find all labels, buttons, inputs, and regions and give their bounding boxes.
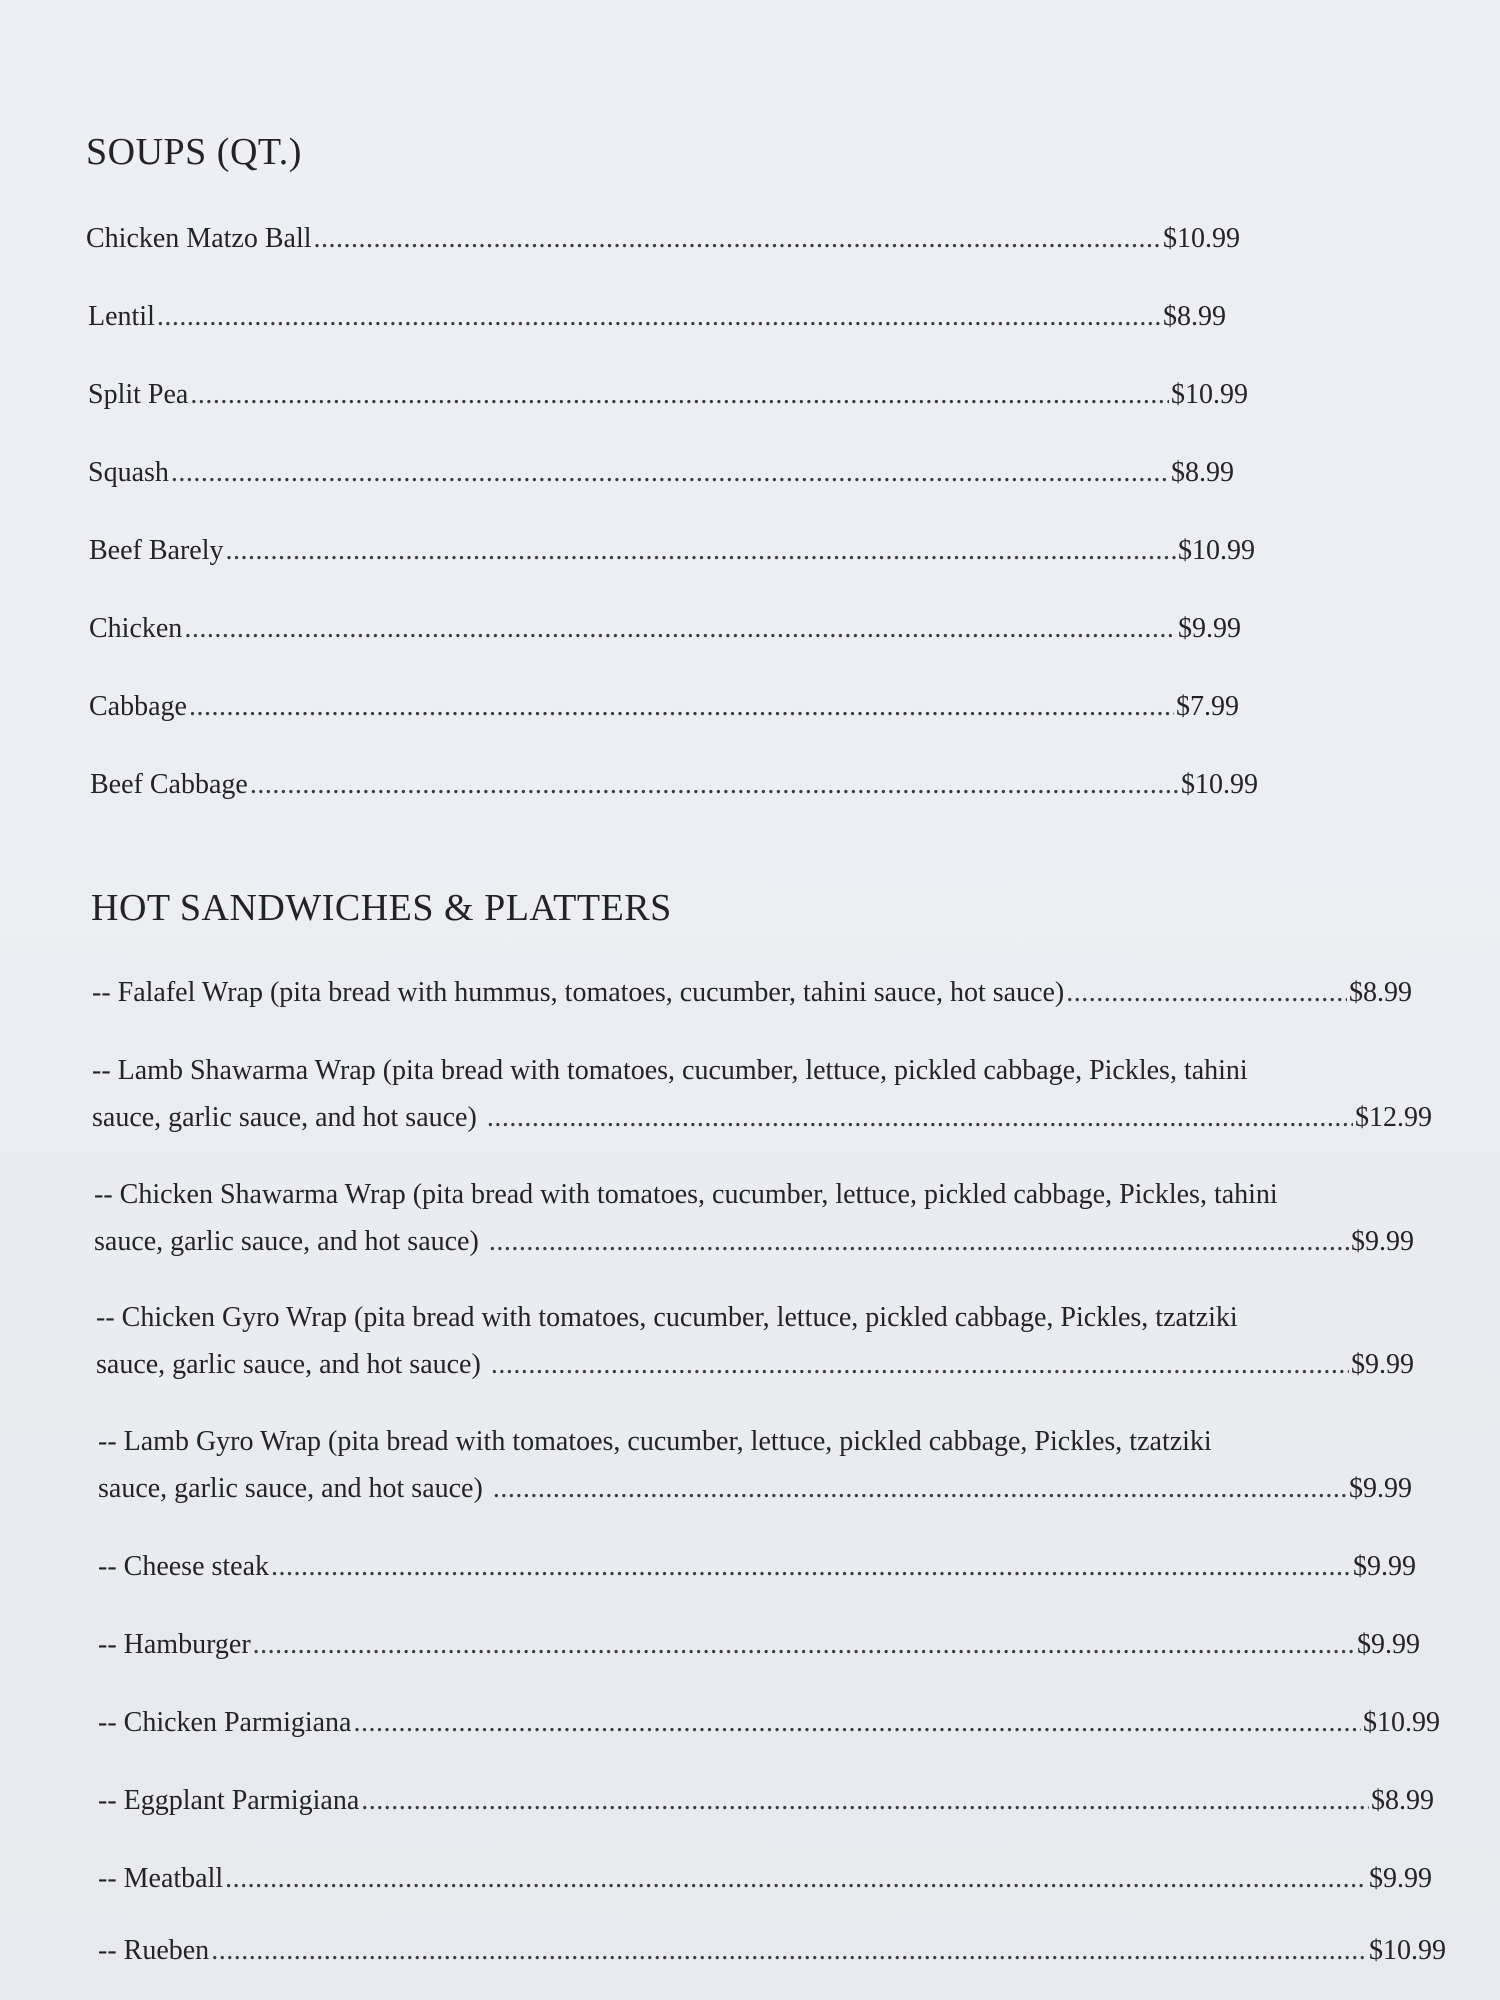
item-name: Split Pea	[88, 379, 189, 410]
item-name: Chicken Matzo Ball	[86, 223, 312, 254]
item-price: $8.99	[1371, 1785, 1434, 1816]
dot-leader	[184, 612, 1176, 646]
item-price: $9.99	[1351, 1226, 1414, 1257]
item-price: $9.99	[1357, 1629, 1420, 1660]
menu-item-row	[88, 378, 1248, 412]
item-name: -- Meatball	[98, 1863, 224, 1894]
hot-sandwiches-section-title: HOT SANDWICHES & PLATTERS	[91, 887, 672, 929]
item-name: Beef Cabbage	[90, 769, 248, 800]
item-description-cont: sauce, garlic sauce, and hot sauce)	[98, 1473, 483, 1504]
item-description: -- Chicken Shawarma Wrap (pita bread with tomatoes, cucumber, lettuce, pickled cabbage, Pickles, tahini	[94, 1179, 1278, 1210]
dot-leader	[487, 1094, 1353, 1141]
menu-item-multiline	[92, 1047, 1432, 1141]
menu-item-row	[88, 300, 1226, 334]
menu-item-row	[88, 456, 1234, 490]
dot-leader	[189, 690, 1174, 724]
dot-leader	[250, 768, 1179, 802]
dot-leader	[1066, 976, 1347, 1010]
item-price: $9.99	[1349, 1473, 1412, 1504]
item-name: -- Cheese steak	[98, 1551, 270, 1582]
item-name: -- Falafel Wrap (pita bread with hummus, tomatoes, cucumber, tahini sauce, hot sauce)	[92, 977, 1065, 1008]
menu-item-row	[90, 768, 1258, 802]
dot-leader	[190, 378, 1169, 412]
item-name: Lentil	[88, 301, 155, 332]
dot-leader	[271, 1550, 1351, 1584]
menu-item-row	[89, 534, 1255, 568]
dot-leader	[493, 1465, 1347, 1512]
item-name: -- Eggplant Parmigiana	[98, 1785, 360, 1816]
menu-item-row	[98, 1550, 1416, 1584]
item-description-cont: sauce, garlic sauce, and hot sauce)	[94, 1226, 479, 1257]
dot-leader	[491, 1341, 1349, 1388]
soups-section-title: SOUPS (QT.)	[86, 131, 302, 173]
item-name: Chicken	[89, 613, 183, 644]
item-name: -- Rueben	[98, 1935, 210, 1966]
menu-item-multiline	[98, 1418, 1412, 1512]
item-description-cont: sauce, garlic sauce, and hot sauce)	[96, 1349, 481, 1380]
menu-item-row	[98, 1706, 1440, 1740]
item-name: Squash	[88, 457, 169, 488]
item-price: $7.99	[1176, 691, 1239, 722]
dot-leader	[211, 1934, 1367, 1968]
menu-item-row	[98, 1628, 1420, 1662]
menu-item-row	[98, 1784, 1434, 1818]
item-price: $12.99	[1355, 1102, 1432, 1133]
item-price: $10.99	[1369, 1935, 1446, 1966]
item-price: $9.99	[1351, 1349, 1414, 1380]
item-price: $10.99	[1178, 535, 1255, 566]
menu-item-row	[92, 976, 1412, 1010]
dot-leader	[361, 1784, 1369, 1818]
item-price: $9.99	[1178, 613, 1241, 644]
menu-item-row	[89, 690, 1239, 724]
menu-item-row	[86, 222, 1240, 256]
dot-leader	[353, 1706, 1361, 1740]
item-description: -- Lamb Gyro Wrap (pita bread with tomatoes, cucumber, lettuce, pickled cabbage, Pickles, tzatziki	[98, 1426, 1212, 1457]
menu-item-row	[89, 612, 1241, 646]
item-name: Beef Barely	[89, 535, 224, 566]
item-price: $8.99	[1171, 457, 1234, 488]
menu-item-row	[98, 1934, 1446, 1968]
dot-leader	[225, 1862, 1367, 1896]
item-price: $9.99	[1369, 1863, 1432, 1894]
item-price: $10.99	[1363, 1707, 1440, 1738]
item-price: $8.99	[1163, 301, 1226, 332]
item-description: -- Lamb Shawarma Wrap (pita bread with tomatoes, cucumber, lettuce, pickled cabbage, Pickles, tahini	[92, 1055, 1248, 1086]
item-description: -- Chicken Gyro Wrap (pita bread with tomatoes, cucumber, lettuce, pickled cabbage, Pickles, tzatziki	[96, 1302, 1238, 1333]
item-name: Cabbage	[89, 691, 187, 722]
item-name: -- Chicken Parmigiana	[98, 1707, 352, 1738]
menu-item-row	[98, 1862, 1432, 1896]
item-price: $10.99	[1171, 379, 1248, 410]
menu-item-multiline	[94, 1171, 1414, 1265]
dot-leader	[157, 300, 1161, 334]
item-price: $9.99	[1353, 1551, 1416, 1582]
menu-item-multiline	[96, 1294, 1414, 1388]
dot-leader	[171, 456, 1169, 490]
item-description-cont: sauce, garlic sauce, and hot sauce)	[92, 1102, 477, 1133]
item-name: -- Hamburger	[98, 1629, 251, 1660]
dot-leader	[314, 222, 1161, 256]
dot-leader	[253, 1628, 1355, 1662]
dot-leader	[226, 534, 1177, 568]
item-price: $10.99	[1163, 223, 1240, 254]
dot-leader	[489, 1218, 1349, 1265]
item-price: $8.99	[1349, 977, 1412, 1008]
item-price: $10.99	[1181, 769, 1258, 800]
